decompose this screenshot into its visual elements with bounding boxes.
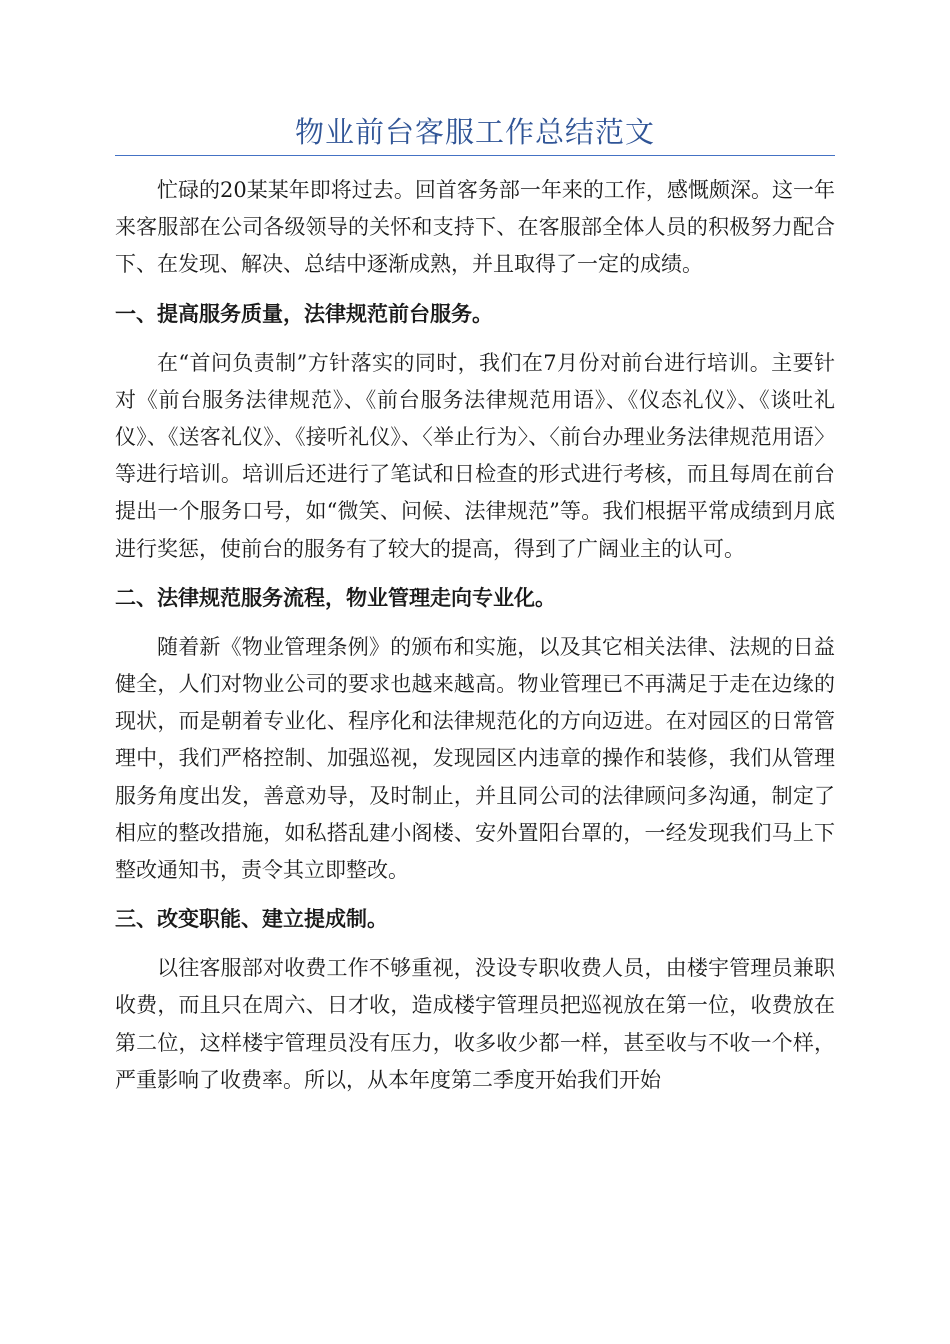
section-3-body: 以往客服部对收费工作不够重视，没设专职收费人员，由楼宇管理员兼职收费，而且只在周六、日才收，造成楼宇管理员把巡视放在第一位，收费放在第二位，这样楼宇管理员没有压力，收多收少都一样，甚至收与不收一个样，严重影响了收费率。所以，从本年度第二季度开始我们开始: [115, 956, 835, 1092]
title-underline: [115, 155, 835, 156]
document-title: 物业前台客服工作总结范文: [294, 115, 655, 149]
section-2-heading: 二、法律规范服务流程，物业管理走向专业化。: [115, 585, 556, 610]
intro-paragraph: 忙碌的20某某年即将过去。回首客务部一年来的工作，感慨颇深。这一年来客服部在公司各级领导的关怀和支持下、在客服部全体人员的积极努力配合下、在发现、解决、总结中逐渐成熟，并且取得了一定的成绩。: [115, 178, 835, 277]
section-1-body: 在“首问负责制”方针落实的同时，我们在7月份对前台进行培训。主要针对《前台服务法律规范》、《前台服务法律规范用语》、《仪态礼仪》、《谈吐礼仪》、《送客礼仪》、《接听礼仪》、〈举止行为〉、〈前台办理业务法律规范用语〉等进行培训。培训后还进行了笔试和日检查的形式进行考核，而且每周在前台提出一个服务口号，如“微笑、问候、法律规范”等。我们根据平常成绩到月底进行奖惩，使前台的服务有了较大的提高，得到了广阔业主的认可。: [115, 350, 835, 561]
section-3-heading: 三、改变职能、建立提成制。: [115, 907, 388, 932]
document-page: [115, 112, 835, 1111]
section-1-heading: 一、提高服务质量，法律规范前台服务。: [115, 301, 493, 326]
section-2-body: 随着新《物业管理条例》的颁布和实施，以及其它相关法律、法规的日益健全，人们对物业公司的要求也越来越高。物业管理已不再满足于走在边缘的现状，而是朝着专业化、程序化和法律规范化的方向迈进。在对园区的日常管理中，我们严格控制、加强巡视，发现园区内违章的操作和装修，我们从管理服务角度出发，善意劝导，及时制止，并且同公司的法律顾问多沟通，制定了相应的整改措施，如私搭乱建小阁楼、安外置阳台罩的，一经发现我们马上下整改通知书，责令其立即整改。: [115, 634, 835, 883]
